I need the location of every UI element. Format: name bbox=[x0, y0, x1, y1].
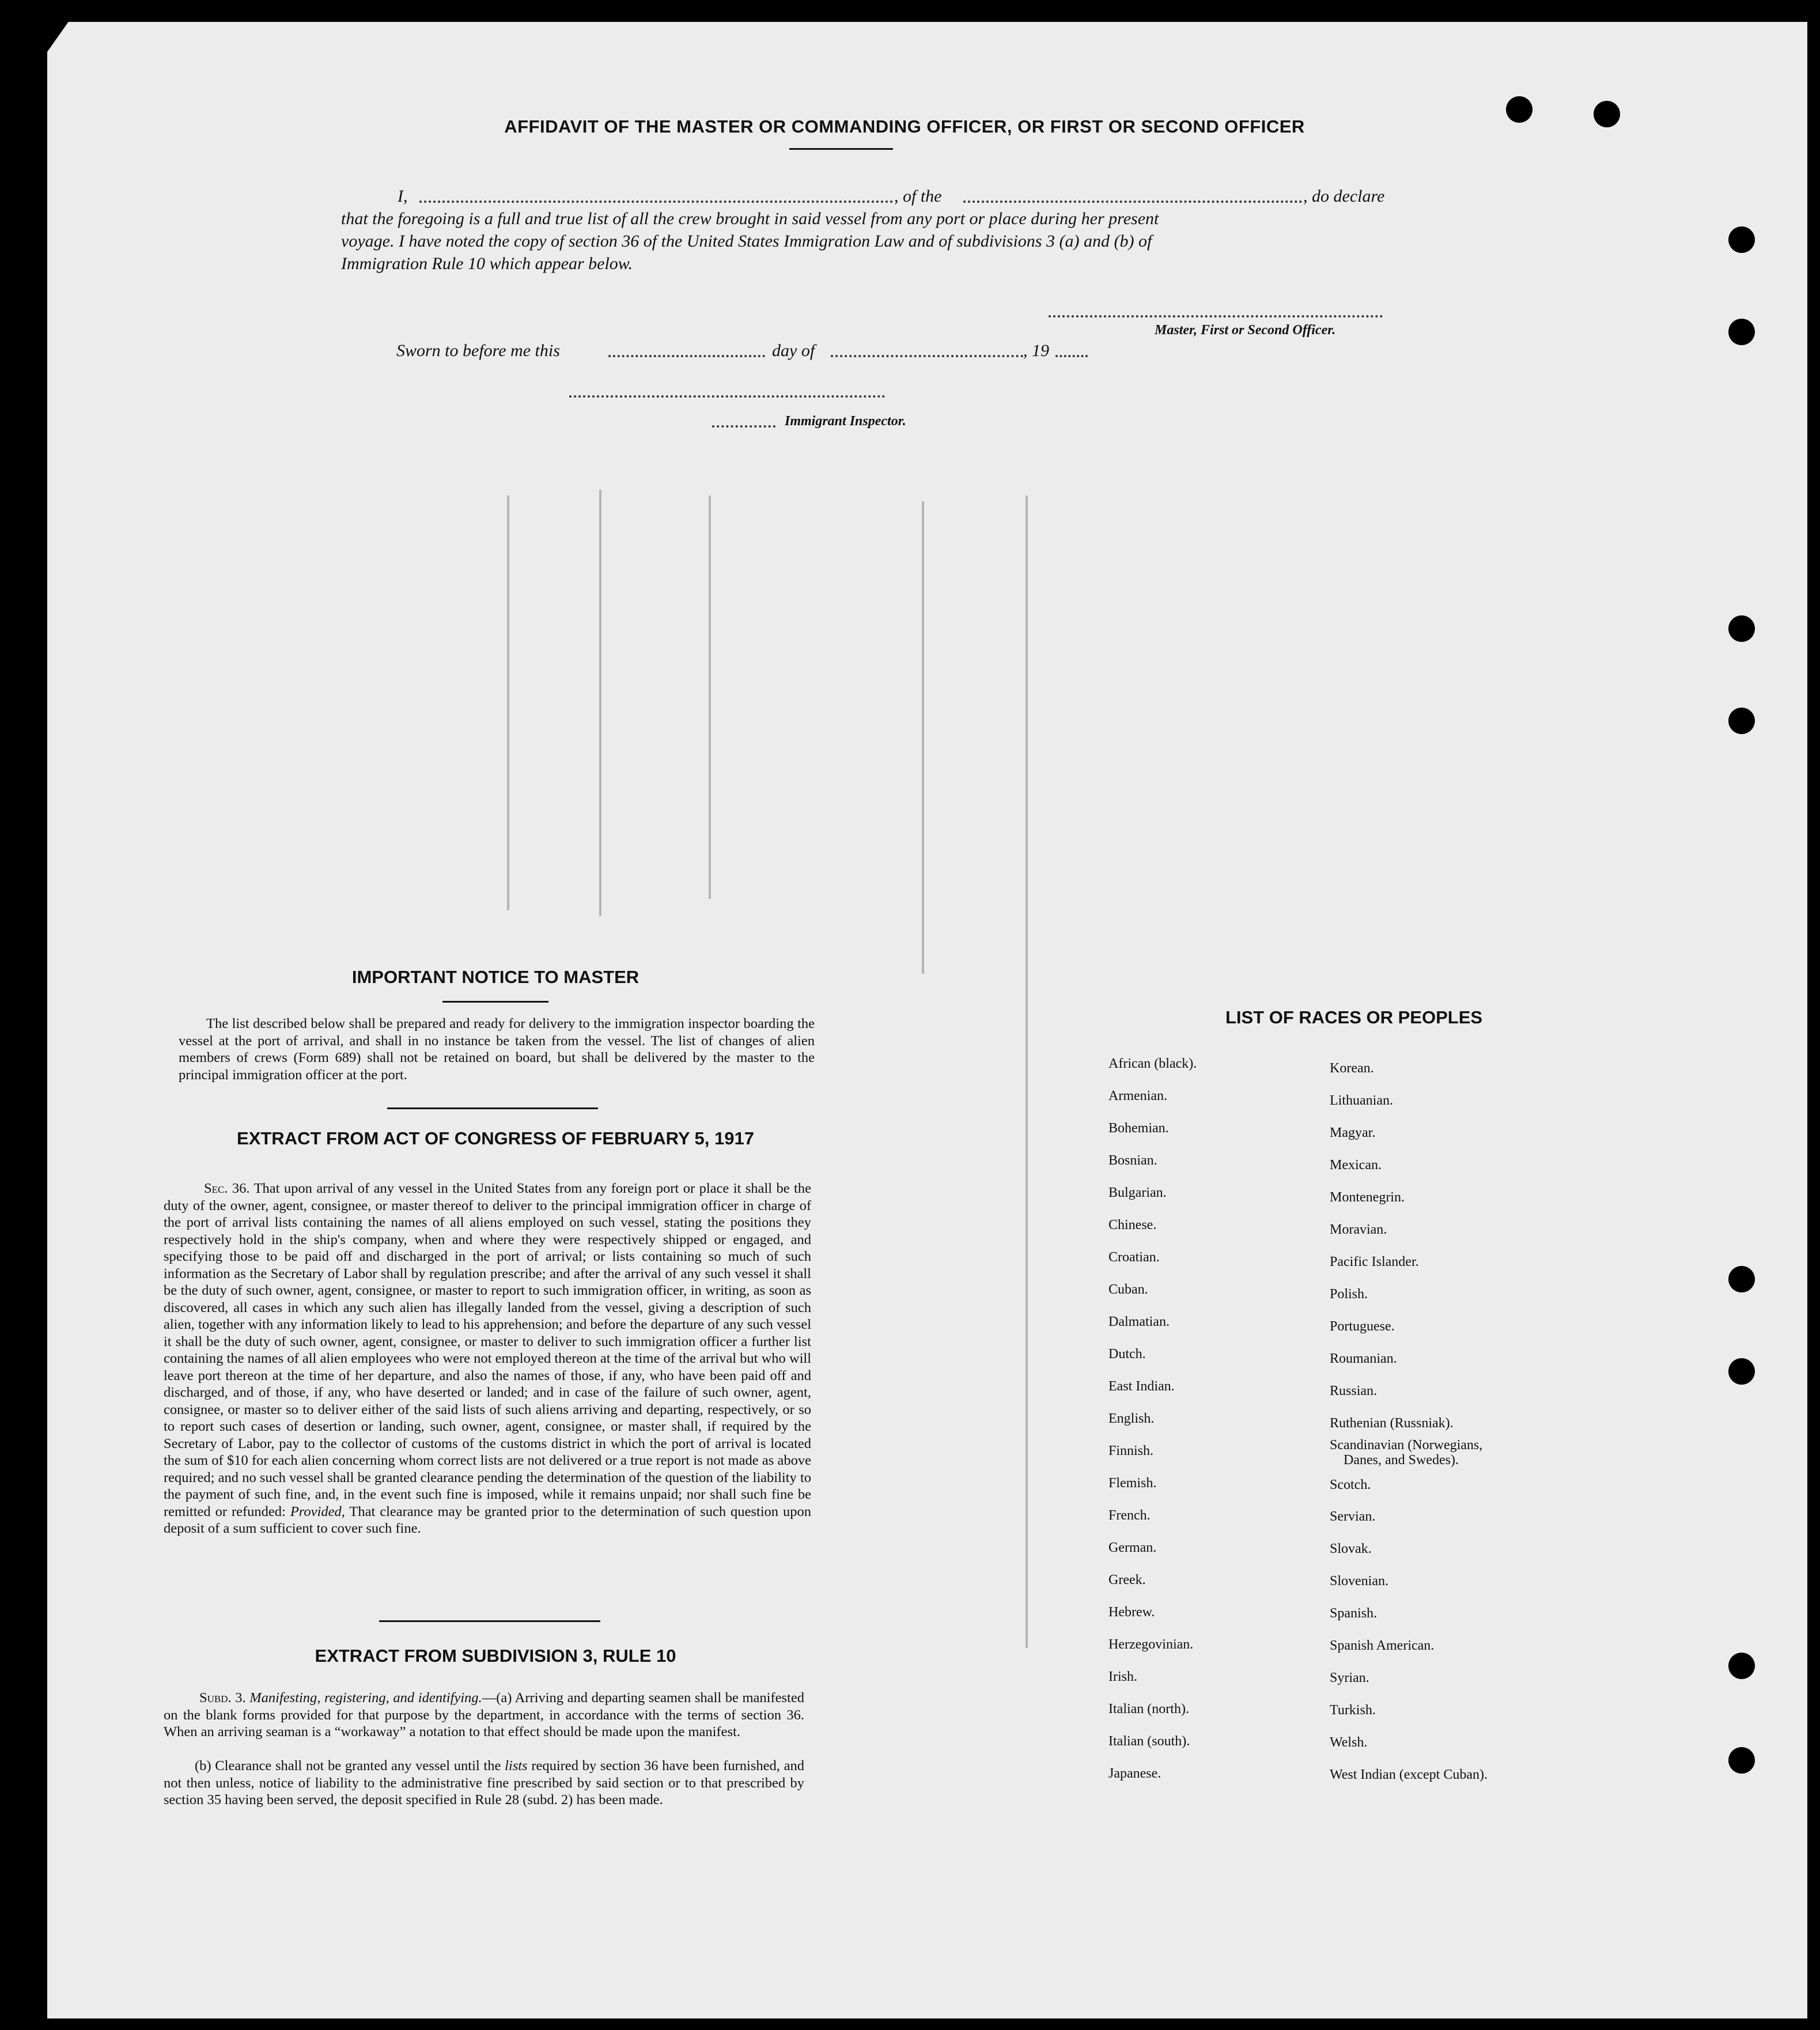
para-b-lists: lists bbox=[505, 1758, 528, 1774]
race-right-item: Portuguese. bbox=[1330, 1319, 1395, 1334]
race-right-item: Magyar. bbox=[1330, 1125, 1376, 1140]
race-right-item: Polish. bbox=[1330, 1287, 1368, 1302]
race-left-item: Cuban. bbox=[1108, 1282, 1148, 1297]
race-left-item: Japanese. bbox=[1108, 1766, 1161, 1781]
race-left-item: English. bbox=[1108, 1411, 1155, 1426]
affidavit-of-the: , of the bbox=[894, 187, 942, 206]
binder-hole bbox=[1594, 101, 1620, 127]
race-left-item: Dalmatian. bbox=[1108, 1314, 1170, 1329]
subd-label: Subd. 3. bbox=[199, 1690, 246, 1706]
extract-act-title: EXTRACT FROM ACT OF CONGRESS OF FEBRUARY 5, 1917 bbox=[237, 1128, 754, 1148]
race-left-item: Bulgarian. bbox=[1108, 1185, 1167, 1200]
affidavit-line-4: Immigration Rule 10 which appear below. bbox=[341, 254, 633, 273]
race-left-item: Armenian. bbox=[1108, 1088, 1167, 1103]
race-right-item: Welsh. bbox=[1330, 1735, 1368, 1750]
race-right-item: Lithuanian. bbox=[1330, 1093, 1393, 1108]
race-right-item: Ruthenian (Russniak). bbox=[1330, 1416, 1454, 1431]
binder-hole bbox=[1728, 1358, 1755, 1385]
race-left-item: Bohemian. bbox=[1108, 1121, 1169, 1136]
race-left-item: African (black). bbox=[1108, 1056, 1197, 1071]
binder-hole bbox=[1728, 708, 1755, 734]
race-right-item: Turkish. bbox=[1330, 1703, 1376, 1718]
bleed-through-line bbox=[1026, 496, 1028, 1648]
race-right-item: Slovak. bbox=[1330, 1541, 1372, 1556]
race-right-item: Mexican. bbox=[1330, 1158, 1382, 1173]
rule-para-b bbox=[164, 1757, 804, 1809]
master-signature-line[interactable] bbox=[1049, 315, 1383, 317]
binder-hole bbox=[1728, 226, 1755, 253]
race-left-item: Croatian. bbox=[1108, 1250, 1160, 1265]
extract-act-divider bbox=[379, 1620, 600, 1622]
race-left-item: German. bbox=[1108, 1540, 1157, 1555]
sec-36-label: Sec. 36. bbox=[204, 1181, 250, 1196]
rule-para-a bbox=[164, 1689, 804, 1741]
bleed-through-line bbox=[507, 496, 509, 910]
race-left-item: French. bbox=[1108, 1508, 1151, 1523]
race-right-item: Montenegrin. bbox=[1330, 1190, 1405, 1205]
sworn-month-blank[interactable] bbox=[831, 355, 1023, 357]
race-right-item: Scandinavian (Norwegians, bbox=[1330, 1438, 1483, 1453]
binder-hole bbox=[1728, 1653, 1755, 1679]
race-right-item: Pacific Islander. bbox=[1330, 1254, 1419, 1269]
binder-hole bbox=[1728, 1266, 1755, 1292]
master-signature-label: Master, First or Second Officer. bbox=[1155, 323, 1336, 338]
race-left-item: Italian (south). bbox=[1108, 1734, 1190, 1749]
race-left-item: East Indian. bbox=[1108, 1379, 1175, 1394]
race-right-item: Korean. bbox=[1330, 1061, 1374, 1076]
race-right-item: Roumanian. bbox=[1330, 1351, 1397, 1366]
race-right-item: Danes, and Swedes). bbox=[1344, 1453, 1459, 1468]
race-left-item: Flemish. bbox=[1108, 1476, 1157, 1491]
bleed-through-line bbox=[599, 490, 601, 916]
binder-hole bbox=[1506, 96, 1533, 123]
affidavit-line-2: that the foregoing is a full and true list of all the crew brought in said vessel from any port or place during her present bbox=[341, 209, 1159, 228]
day-of-label: day of bbox=[772, 341, 815, 360]
subd-heading: Manifesting, registering, and identifying. bbox=[249, 1690, 482, 1706]
inspector-prefix-dots bbox=[712, 425, 775, 428]
affidavit-title: AFFIDAVIT OF THE MASTER OR COMMANDING OFFICER, OR FIRST OR SECOND OFFICER bbox=[504, 116, 1305, 137]
inspector-label: Immigrant Inspector. bbox=[785, 414, 906, 429]
race-left-item: Greek. bbox=[1108, 1572, 1146, 1587]
year-label: , 19 bbox=[1023, 341, 1049, 360]
extract-rule-title: EXTRACT FROM SUBDIVISION 3, RULE 10 bbox=[315, 1646, 676, 1666]
races-title: LIST OF RACES OR PEOPLES bbox=[1225, 1007, 1483, 1027]
affidavit-do-declare: , do declare bbox=[1303, 187, 1385, 206]
sec-36-provided: Provided, bbox=[290, 1503, 345, 1519]
para-b-start: (b) Clearance shall not be granted any vessel until the bbox=[195, 1758, 501, 1774]
race-left-item: Italian (north). bbox=[1108, 1702, 1189, 1717]
bleed-through-line bbox=[709, 496, 711, 899]
binder-hole bbox=[1728, 1747, 1755, 1774]
race-left-item: Irish. bbox=[1108, 1669, 1137, 1684]
para-a-text: —(a) Arriving and departing seamen shall be manifested on the blank forms provided for that purpose by the department, in accordance with the terms of section 36. When an arriving seaman is a “workaway” a notation to that effect should be made upon the manifest. bbox=[164, 1690, 804, 1740]
race-right-item: Slovenian. bbox=[1330, 1574, 1388, 1589]
race-right-item: Servian. bbox=[1330, 1509, 1376, 1524]
race-left-item: Hebrew. bbox=[1108, 1605, 1155, 1620]
notice-title: IMPORTANT NOTICE TO MASTER bbox=[351, 967, 640, 987]
race-right-item: Spanish. bbox=[1330, 1606, 1378, 1621]
sec-36-text-end: That clearance may be granted prior to the determination of such question upon deposit of a sum sufficient to cover such fine. bbox=[164, 1503, 812, 1536]
race-left-item: Bosnian. bbox=[1108, 1153, 1157, 1168]
title-underline bbox=[789, 148, 893, 150]
sworn-to-label: Sworn to before me this bbox=[396, 341, 560, 360]
para-b-end: required by section 36 have been furnished, and not then unless, notice of liability to the administrative fine prescribed by said section or to that prescribed by section 35 having been served, the deposit specified in Rule 28 (subd. 2) has been made. bbox=[164, 1758, 804, 1808]
notice-underline bbox=[442, 1001, 548, 1003]
race-right-item: Moravian. bbox=[1330, 1222, 1387, 1237]
vessel-blank[interactable] bbox=[963, 201, 1302, 203]
sworn-day-blank[interactable] bbox=[608, 355, 765, 357]
race-right-item: Spanish American. bbox=[1330, 1638, 1435, 1653]
race-left-item: Chinese. bbox=[1108, 1218, 1157, 1233]
extract-act-body bbox=[164, 1180, 811, 1537]
race-right-item: Scotch. bbox=[1330, 1477, 1371, 1492]
inspector-signature-line[interactable] bbox=[569, 395, 885, 398]
name-blank[interactable] bbox=[419, 201, 893, 203]
affidavit-line-3: voyage. I have noted the copy of section 36 of the United States Immigration Law and of subdivisions 3 (a) and (b) of bbox=[341, 232, 1152, 251]
race-right-item: Syrian. bbox=[1330, 1670, 1369, 1685]
sworn-year-blank[interactable] bbox=[1055, 355, 1088, 357]
binder-hole bbox=[1728, 615, 1755, 642]
race-left-item: Finnish. bbox=[1108, 1443, 1154, 1458]
binder-hole bbox=[1728, 319, 1755, 345]
notice-text: The list described below shall be prepared and ready for delivery to the immigration inspector boarding the vessel at the port of arrival, and shall in no instance be taken from the vessel. The list of changes of alien members of crews (Form 689) shall not be retained on board, but shall be delivered by the master to the principal immigration officer at the port. bbox=[179, 1016, 815, 1083]
notice-divider bbox=[387, 1107, 598, 1109]
race-right-item: West Indian (except Cuban). bbox=[1330, 1767, 1488, 1782]
affidavit-i: I, bbox=[398, 187, 408, 206]
sec-36-text: That upon arrival of any vessel in the United States from any foreign port or place it shall be the duty of the owner, agent, consignee, or master thereof to deliver to the principal immigration officer in charge of the port of arrival lists containing the names of all aliens employed on such vessel, stating the positions they respectively hold in the ship's company, when and where they were respectively shipped or engaged, and specifying those to be paid off and discharged in the port of arrival; or lists containing so much of such information as the Secretary of Labor shall by regulation prescribe; and after the arrival of any such vessel it shall be the duty of such owner, agent, consignee, or master to report to such immigration officer, in writing, as soon as discovered, all cases in which any such alien has illegally landed from the vessel, giving a description of such alien, together with any information likely to lead to his apprehension; and before the departure of any such vessel it shall be the duty of such owner, agent, consignee, or master to deliver to such immigration officer a further list containing the names of all alien employees who were not employed thereon at the time of the arrival but who will leave port thereon at the time of her departure, and also the names of those, if any, who have been paid off and discharged, and of those, if any, who have deserted or landed; and in case of the failure of such owner, agent, consignee, or master so to deliver either of the said lists of such aliens arriving and departing, respectively, or so to report such cases of desertion or landing, such owner, agent, consignee, or master shall, if required by the Secretary of Labor, pay to the collector of customs of the customs district in which the port of arrival is located the sum of $10 for each alien concerning whom correct lists are not delivered or a true report is not made as above required; and no such vessel shall be granted clearance pending the determination of the question of the liability to the payment of such fine, and, in the event such fine is imposed, while it remains unpaid; nor shall such fine be remitted or refunded: bbox=[164, 1181, 811, 1519]
race-left-item: Herzegovinian. bbox=[1108, 1637, 1194, 1652]
bleed-through-line bbox=[922, 501, 924, 974]
race-left-item: Dutch. bbox=[1108, 1347, 1146, 1362]
race-right-item: Russian. bbox=[1330, 1383, 1378, 1398]
